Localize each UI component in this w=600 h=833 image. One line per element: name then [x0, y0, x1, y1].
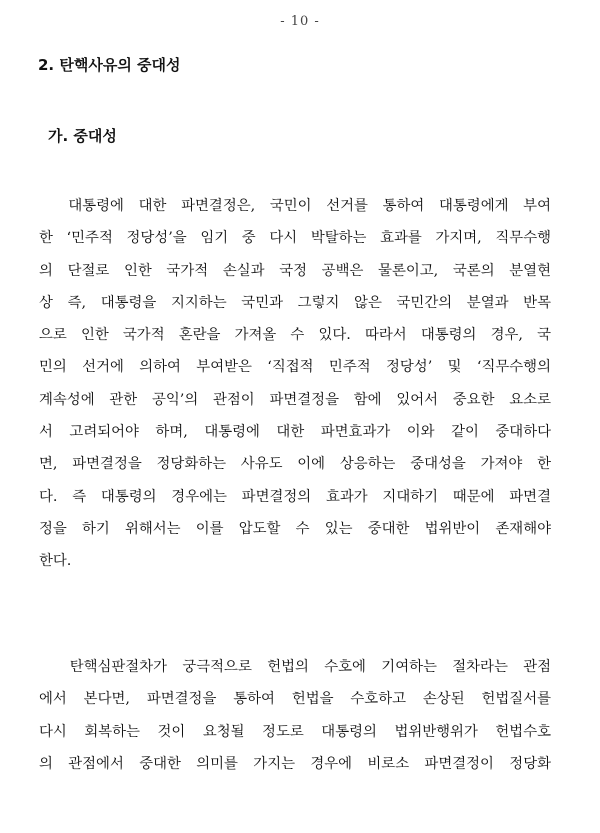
paragraph-line: 계속성에 관한 공익’의 관점이 파면결정을 함에 있어서 중요한 요소로 [39, 391, 551, 408]
section-heading: 2. 탄핵사유의 중대성 [38, 56, 181, 74]
subsection-heading: 가. 중대성 [48, 127, 117, 145]
paragraph-2 [39, 651, 551, 780]
page-number: - 10 - [280, 14, 320, 29]
paragraph-line: 에서 본다면, 파면결정을 통하여 헌법을 수호하고 손상된 헌법질서를 [39, 691, 551, 708]
paragraph-line: 탄핵심판절차가 궁극적으로 헌법의 수호에 기여하는 절차라는 관점 [39, 659, 551, 675]
paragraph-line: 면, 파면결정을 정당화하는 사유도 이에 상응하는 중대성을 가져야 한 [39, 456, 551, 473]
paragraph-line: 으로 인한 국가적 혼란을 가져올 수 있다. 따라서 대통령의 경우, 국 [39, 327, 551, 344]
paragraph-line: 한 ‘민주적 정당성’을 임기 중 다시 박탈하는 효과를 가지며, 직무수행 [39, 230, 551, 247]
paragraph-line: 한다. [39, 553, 72, 570]
paragraph-line: 대통령에 대한 파면결정은, 국민이 선거를 통하여 대통령에게 부여 [39, 198, 551, 214]
paragraph-line: 상 즉, 대통령을 지지하는 국민과 그렇지 않은 국민간의 분열과 반목 [39, 294, 551, 311]
paragraph-line: 정을 하기 위해서는 이를 압도할 수 있는 중대한 법위반이 존재해야 [39, 520, 551, 537]
paragraph-line: 민의 선거에 의하여 부여받은 ‘직접적 민주적 정당성’ 및 ‘직무수행의 [39, 359, 551, 376]
paragraph-line: 다. 즉 대통령의 경우에는 파면결정의 효과가 지대하기 때문에 파면결 [39, 488, 551, 505]
paragraph-line: 의 단절로 인한 국가적 손실과 국정 공백은 물론이고, 국론의 분열현 [39, 262, 551, 279]
paragraph-line: 다시 회복하는 것이 요청될 정도로 대통령의 법위반행위가 헌법수호 [39, 723, 551, 740]
paragraph-1 [39, 190, 551, 578]
paragraph-line: 의 관점에서 중대한 의미를 가지는 경우에 비로소 파면결정이 정당화 [39, 755, 551, 772]
paragraph-line: 서 고려되어야 하며, 대통령에 대한 파면효과가 이와 같이 중대하다 [39, 424, 551, 441]
